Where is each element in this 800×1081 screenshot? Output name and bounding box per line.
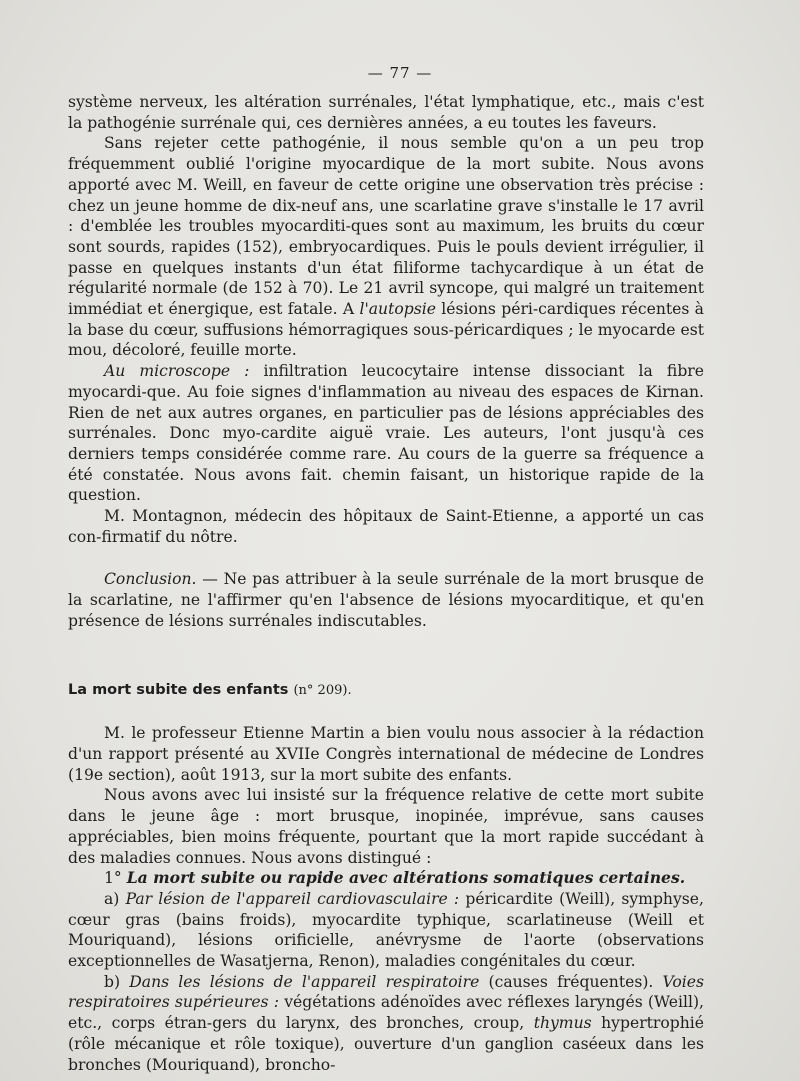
list-item	[68, 868, 704, 889]
paragraph-text: (causes fréquentes).	[488, 972, 654, 991]
list-item	[68, 889, 704, 972]
spacer	[68, 632, 704, 658]
paragraph-text: hypertrophié (rôle mécanique et rôle toxique), ouverture d'un ganglion caséeux dans les bronches (Mouriquand), broncho-	[68, 1014, 704, 1074]
list-item	[68, 972, 704, 1076]
section-ref: (n° 209).	[293, 682, 352, 698]
italic-term: Dans les lésions de l'appareil respiratoire	[129, 972, 480, 991]
paragraph-text: M. Montagnon, médecin des hôpitaux de Saint-Etienne, a apporté un cas con-firmatif du nôtre.	[68, 507, 704, 546]
paragraph	[68, 361, 704, 506]
spacer	[68, 658, 704, 680]
paragraph	[68, 506, 704, 547]
list-number: 1°	[104, 869, 122, 888]
italic-term: Au microscope :	[104, 362, 250, 381]
italic-term: Voies respiratoires supérieures :	[68, 972, 704, 1012]
italic-term: l'autopsie	[359, 300, 436, 319]
italic-term: Par lésion de l'appareil cardiovasculaire :	[125, 889, 460, 908]
paragraph-text: lésions péri-cardiques récentes à la base du cœur, suffusions hémorragiques sous-péricardiques ; le myocarde est mou, décoloré, feuille morte.	[68, 300, 704, 360]
paragraph-text: végétations adénoïdes avec réflexes laryngés (Weill), etc., corps étran-gers du larynx, des bronches, croup,	[68, 993, 704, 1033]
paragraph-text: — Ne pas attribuer à la seule surrénale de la mort brusque de la scarlatine, ne l'affirmer qu'en l'absence de lésions myocarditique, et qu'en présence de lésions surrénales indiscutables.	[68, 570, 704, 630]
paragraph	[68, 723, 704, 785]
paragraph-text: Nous avons avec lui insisté sur la fréquence relative de cette mort subite dans le jeune âge : mort brusque, inopinée, imprévue, sans causes appréciables, bien moins fréquente, pourtant que la mort rapide succédant à des maladies connues. Nous avons distingué :	[68, 786, 704, 867]
italic-term: thymus	[533, 1014, 592, 1033]
italic-heading: La mort subite ou rapide avec altérations somatiques certaines.	[126, 868, 686, 888]
paragraph-text: péricardite (Weill), symphyse, cœur gras (bains froids), myocardite typhique, scarlatineuse (Weill et Mouriquand), lésions orificielle, anévrysme de l'aorte (observations exceptionnelles de Wasatjerna, Renon), maladies congénitales du cœur.	[68, 889, 704, 971]
page-number: — 77 —	[367, 64, 433, 82]
paragraph	[68, 92, 704, 133]
spacer	[68, 701, 704, 723]
paragraph	[68, 569, 704, 631]
spacer	[68, 547, 704, 569]
paragraph-text: système nerveux, les altération surrénales, l'état lymphatique, etc., mais c'est la pathogénie surrénale qui, ces dernières années, a eu toutes les faveurs.	[68, 93, 704, 132]
list-label: b)	[104, 972, 121, 991]
paragraph-text: M. le professeur Etienne Martin a bien voulu nous associer à la rédaction d'un rapport présenté au XVIIe Congrès international de médecine de Londres (19e section), août 1913, sur la mort subite des enfants.	[68, 724, 704, 784]
paragraph	[68, 785, 704, 868]
italic-term: Conclusion.	[104, 570, 197, 589]
section-title-text: La mort subite des enfants	[68, 681, 289, 698]
section-title	[68, 680, 704, 702]
body-text	[68, 92, 704, 1075]
list-label: a)	[104, 889, 120, 908]
paragraph	[68, 133, 704, 361]
paragraph-text: infiltration leucocytaire intense dissociant la fibre myocardi-que. Au foie signes d'inflammation au niveau des espaces de Kirnan. Rien de net aux autres organes, en particulier pas de lésions appréciables des surrénales. Donc myo-cardite aiguë vraie. Les auteurs, l'ont jusqu'à ces derniers temps considérée comme rare. Au cours de la guerre sa fréquence a été constatée. Nous avons fait. chemin faisant, un historique rapide de la question.	[68, 362, 704, 505]
paragraph-text: Sans rejeter cette pathogénie, il nous semble qu'on a un peu trop fréquemment oublié l'origine myocardique de la mort subite. Nous avons apporté avec M. Weill, en faveur de cette origine une observation très précise : chez un jeune homme de dix-neuf ans, une scarlatine grave s'installe le 17 avril : d'emblée les troubles myocarditi-ques sont au maximum, les bruits du cœur sont sourds, rapides (152), embryocardiques. Puis le pouls devient irrégulier, il passe en quelques instants d'un état filiforme tachycardique à un état de régularité normale (de 152 à 70). Le 21 avril syncope, qui malgré un traitement immédiat et énergique, est fatale. A	[68, 134, 704, 319]
